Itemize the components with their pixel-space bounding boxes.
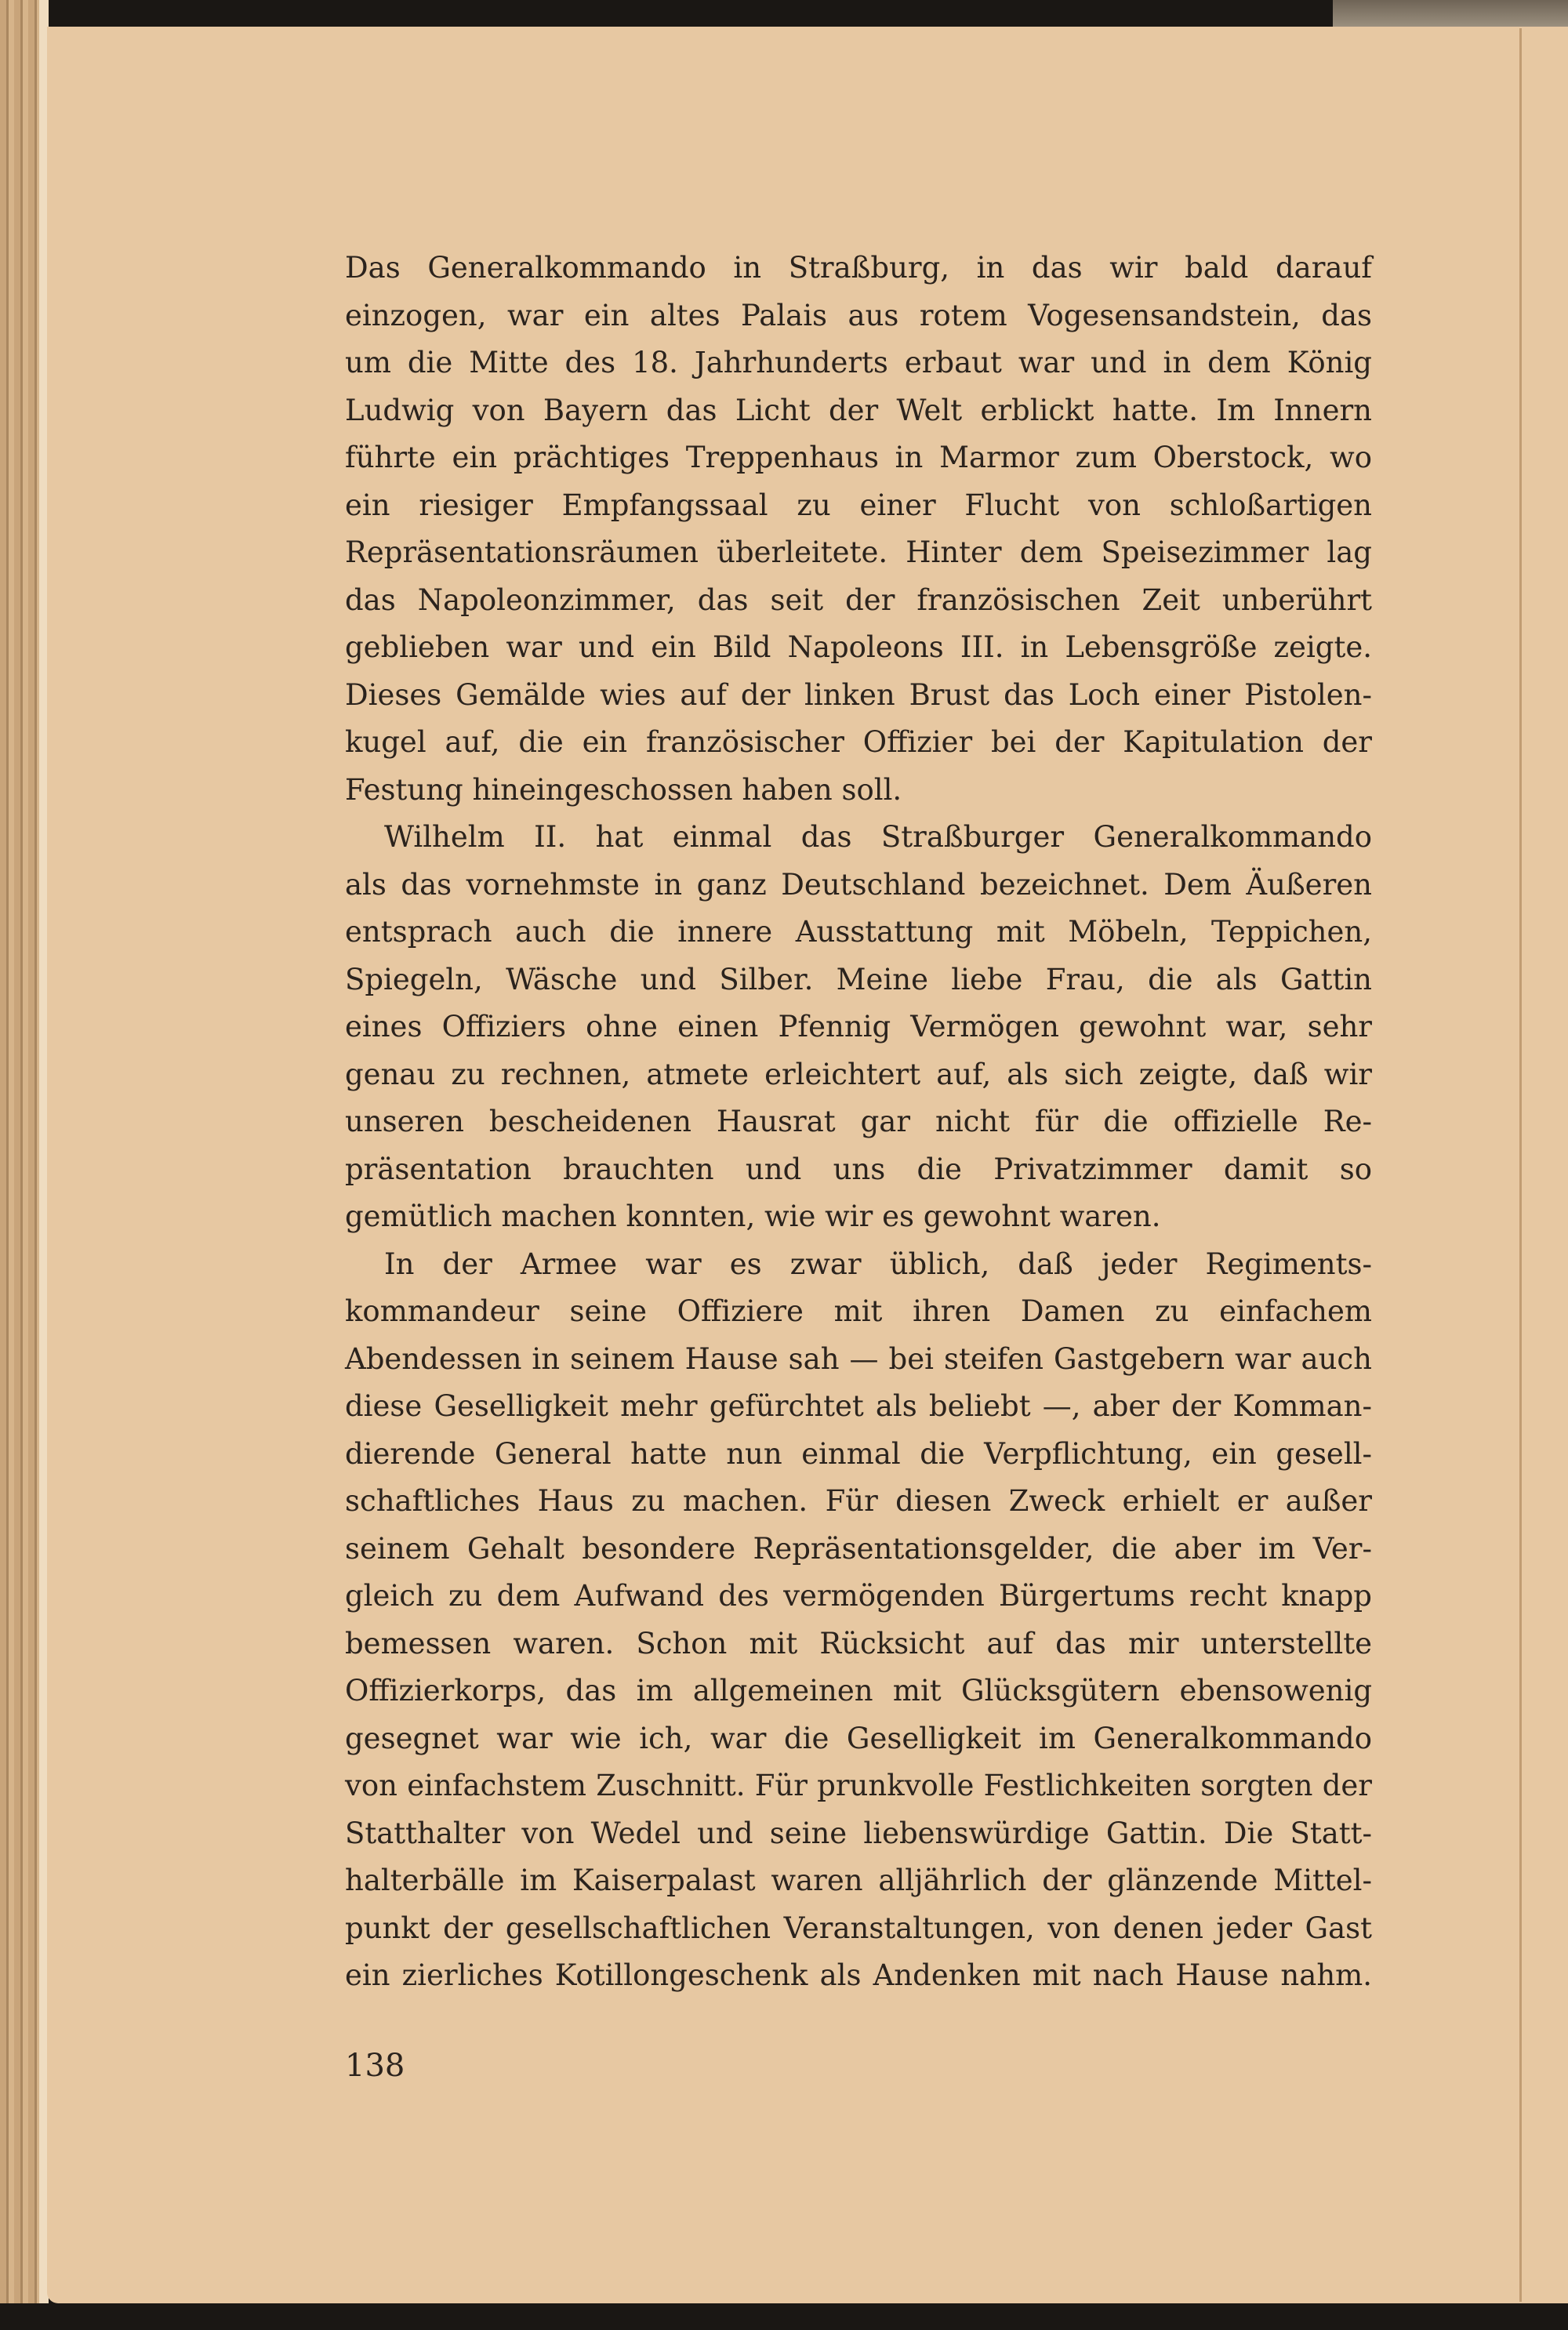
text-line: Statthalter von Wedel und seine liebenswürdige Gattin. Die Statt- xyxy=(345,1816,1372,1850)
text-line: gleich zu dem Aufwand des vermögenden Bürgertums recht knapp xyxy=(345,1579,1372,1613)
text-line: kommandeur seine Offiziere mit ihren Damen zu einfachem xyxy=(345,1294,1372,1328)
text-line: schaftliches Haus zu machen. Für diesen Zweck erhielt er außer xyxy=(345,1484,1372,1518)
text-line: das Napoleonzimmer, das seit der französischen Zeit unberührt xyxy=(345,582,1372,617)
text-line: ein zierliches Kotillongeschenk als Andenken mit nach Hause nahm. xyxy=(345,1958,1372,1992)
text-line: genau zu rechnen, atmete erleichtert auf, als sich zeigte, daß wir xyxy=(345,1057,1372,1091)
text-line: punkt der gesellschaftlichen Veranstaltungen, von denen jeder Gast xyxy=(345,1911,1372,1945)
text-line: dierende General hatte nun einmal die Verpflichtung, ein gesell- xyxy=(345,1436,1372,1471)
text-line: Dieses Gemälde wies auf der linken Brust das Loch einer Pistolen- xyxy=(345,677,1372,712)
text-line: Festung hineingeschossen haben soll. xyxy=(345,772,902,807)
text-line: führte ein prächtiges Treppenhaus in Marmor zum Oberstock, wo xyxy=(345,441,1372,474)
text-line: unseren bescheidenen Hausrat gar nicht für die offizielle Re- xyxy=(345,1105,1372,1138)
text-line: präsentation brauchten und uns die Privatzimmer damit so xyxy=(345,1152,1372,1186)
text-line: von einfachstem Zuschnitt. Für prunkvolle Festlichkeiten sorgten der xyxy=(345,1769,1372,1802)
scan-background-strip xyxy=(1333,0,1568,27)
text-line: als das vornehmste in ganz Deutschland bezeichnet. Dem Äußeren xyxy=(345,867,1372,902)
text-line: bemessen waren. Schon mit Rücksicht auf das mir unterstellte xyxy=(345,1626,1372,1660)
text-line: Offizierkorps, das im allgemeinen mit Glücksgütern ebensowenig xyxy=(345,1674,1372,1708)
text-line: Wilhelm II. hat einmal das Straßburger Generalkommando xyxy=(384,820,1372,854)
text-line: um die Mitte des 18. Jahrhunderts erbaut war und in dem König xyxy=(345,346,1372,379)
text-line: ein riesiger Empfangssaal zu einer Flucht von schloßartigen xyxy=(345,488,1372,522)
text-line: kugel auf, die ein französischer Offizier bei der Kapitulation der xyxy=(345,725,1372,759)
text-line: gemütlich machen konnten, wie wir es gewohnt waren. xyxy=(345,1199,1161,1233)
text-line: In der Armee war es zwar üblich, daß jeder Regiments- xyxy=(384,1247,1372,1281)
text-line: geblieben war und ein Bild Napoleons III. in Lebensgröße zeigte. xyxy=(345,630,1372,664)
text-line: Ludwig von Bayern das Licht der Welt erblickt hatte. Im Innern xyxy=(345,393,1372,427)
text-line: seinem Gehalt besondere Repräsentationsgelder, die aber im Ver- xyxy=(345,1531,1372,1566)
page-number: 138 xyxy=(345,2048,405,2084)
text-line: Repräsentationsräumen überleitete. Hinter dem Speisezimmer lag xyxy=(345,535,1372,569)
text-line: eines Offiziers ohne einen Pfennig Vermögen gewohnt war, sehr xyxy=(345,1010,1372,1043)
text-line: Das Generalkommando in Straßburg, in das wir bald darauf xyxy=(345,251,1372,285)
text-line: gesegnet war wie ich, war die Geselligkeit im Generalkommando xyxy=(345,1721,1372,1755)
body-text xyxy=(345,245,1372,2000)
text-line: entsprach auch die innere Ausstattung mit Möbeln, Teppichen, xyxy=(345,915,1372,949)
text-line: Abendessen in seinem Hause sah — bei steifen Gastgebern war auch xyxy=(345,1341,1372,1376)
text-line: diese Geselligkeit mehr gefürchtet als beliebt —, aber der Komman- xyxy=(345,1389,1372,1423)
page-fold-line xyxy=(1519,28,1522,2302)
text-line: Spiegeln, Wäsche und Silber. Meine liebe Frau, die als Gattin xyxy=(345,962,1372,996)
text-line: halterbälle im Kaiserpalast waren alljährlich der glänzende Mittel- xyxy=(345,1864,1372,1897)
text-line: einzogen, war ein altes Palais aus rotem Vogesensandstein, das xyxy=(345,298,1372,332)
